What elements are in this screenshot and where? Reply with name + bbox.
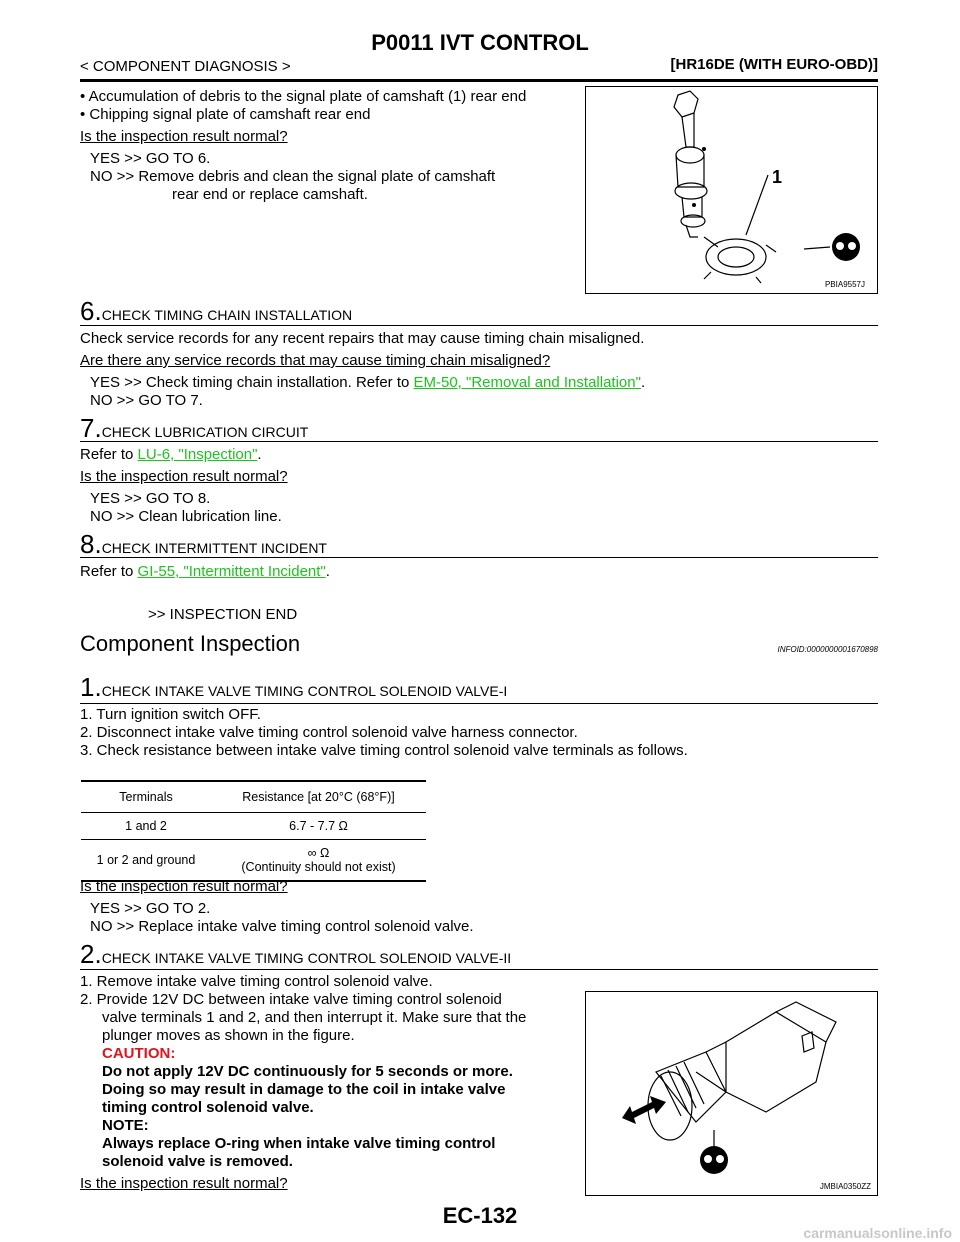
table-row xyxy=(81,813,426,839)
cstep-2-heading xyxy=(80,939,511,970)
note-label: NOTE: xyxy=(102,1117,149,1134)
solenoid-illustration xyxy=(586,992,877,1195)
component-heading: Component Inspection xyxy=(80,631,301,656)
cstep-1-question: Is the inspection result normal? xyxy=(80,878,288,895)
view-symbol-icon xyxy=(700,1146,728,1174)
bullet-1: • Accumulation of debris to the signal plate of camshaft (1) rear end xyxy=(80,88,527,105)
note-line1: Always replace O-ring when intake valve timing control xyxy=(102,1135,496,1152)
lu-6-link[interactable]: LU-6, "Inspection" xyxy=(137,446,258,463)
table-header-resistance: Resistance [at 20°C (68°F)] xyxy=(242,790,395,804)
step-8-refer-text: Refer to xyxy=(80,563,138,580)
section-label-right: [HR16DE (WITH EURO-OBD)] xyxy=(670,56,878,73)
row-2-terminals: 1 or 2 and ground xyxy=(96,853,196,867)
step-6-yes-suffix: . xyxy=(640,374,646,391)
row-1-resistance: 6.7 - 7.7 Ω xyxy=(289,819,348,833)
info-id: INFOID:0000000001670898 xyxy=(777,645,878,654)
cstep-1-no: NO >> Replace intake valve timing control solenoid valve. xyxy=(90,918,474,935)
step-6-title: CHECK TIMING CHAIN INSTALLATION xyxy=(101,307,353,323)
step-8-heading xyxy=(80,529,327,560)
view-symbol-icon xyxy=(832,233,860,261)
header-rule xyxy=(80,79,878,82)
resistance-table xyxy=(81,780,426,882)
step-7-refer xyxy=(80,446,262,464)
step-6-no: NO >> GO TO 7. xyxy=(90,392,203,409)
em-50-link[interactable]: EM-50, "Removal and Installation" xyxy=(413,374,641,391)
step-6-heading xyxy=(80,296,352,327)
cstep-2-question: Is the inspection result normal? xyxy=(80,1175,288,1192)
bullet-2: • Chipping signal plate of camshaft rear end xyxy=(80,106,371,123)
cstep-1-heading xyxy=(80,672,507,703)
watermark: carmanualsonline.info xyxy=(803,1225,952,1241)
cstep-2-item-2-line1: 2. Provide 12V DC between intake valve timing control solenoid xyxy=(80,991,502,1008)
step-8-refer xyxy=(80,563,330,581)
cstep-1-item-2: 2. Disconnect intake valve timing control solenoid valve harness connector. xyxy=(80,724,578,741)
step-7-refer-suffix: . xyxy=(257,446,262,463)
step-6-yes xyxy=(90,374,645,392)
yes-top: YES >> GO TO 6. xyxy=(90,150,211,167)
no-top-line2: rear end or replace camshaft. xyxy=(172,186,368,203)
caution-label: CAUTION: xyxy=(102,1045,176,1062)
cstep-1-yes: YES >> GO TO 2. xyxy=(90,900,211,917)
cstep-2-item-2-line3: plunger moves as shown in the figure. xyxy=(102,1027,355,1044)
caution-line2: Doing so may result in damage to the coil in intake valve xyxy=(102,1081,506,1098)
cstep-2-number: 2. xyxy=(80,939,102,969)
section-label-left: < COMPONENT DIAGNOSIS > xyxy=(80,58,291,75)
step-7-question: Is the inspection result normal? xyxy=(80,468,288,485)
cstep-2-item-2-line2: valve terminals 1 and 2, and then interrupt it. Make sure that the xyxy=(102,1009,527,1026)
note-line2: solenoid valve is removed. xyxy=(102,1153,293,1170)
step-8-refer-suffix: . xyxy=(325,563,330,580)
cstep-1-rule xyxy=(80,703,878,704)
step-7-refer-text: Refer to xyxy=(80,446,138,463)
step-6-text: Check service records for any recent repairs that may cause timing chain misaligned. xyxy=(80,330,645,347)
gi-55-link[interactable]: GI-55, "Intermittent Incident" xyxy=(137,563,326,580)
cstep-2-title: CHECK INTAKE VALVE TIMING CONTROL SOLENOID VALVE-II xyxy=(101,950,512,966)
row-1-terminals: 1 and 2 xyxy=(125,819,167,833)
cstep-1-item-3: 3. Check resistance between intake valve timing control solenoid valve terminals as follows. xyxy=(80,742,688,759)
camshaft-figure xyxy=(585,86,878,294)
question-top: Is the inspection result normal? xyxy=(80,128,288,145)
step-7-number: 7. xyxy=(80,413,102,443)
no-top-line1: NO >> Remove debris and clean the signal plate of camshaft xyxy=(90,168,496,185)
step-6-yes-text: YES >> Check timing chain installation. Refer to xyxy=(90,374,414,391)
step-7-heading xyxy=(80,413,308,444)
caution-line1: Do not apply 12V DC continuously for 5 seconds or more. xyxy=(102,1063,513,1080)
step-6-rule xyxy=(80,325,878,326)
step-8-end: >> INSPECTION END xyxy=(148,606,298,623)
solenoid-figure xyxy=(585,991,878,1196)
cstep-1-title: CHECK INTAKE VALVE TIMING CONTROL SOLENOID VALVE-I xyxy=(101,683,508,699)
table-row xyxy=(81,840,426,880)
cstep-1-number: 1. xyxy=(80,672,102,702)
step-7-rule xyxy=(80,441,878,442)
step-8-title: CHECK INTERMITTENT INCIDENT xyxy=(101,540,327,556)
cstep-1-item-1: 1. Turn ignition switch OFF. xyxy=(80,706,261,723)
caution-line3: timing control solenoid valve. xyxy=(102,1099,314,1116)
cstep-2-rule xyxy=(80,969,878,970)
row-2-resistance-line1: ∞ Ω xyxy=(307,846,330,860)
step-8-rule xyxy=(80,557,878,558)
step-7-no: NO >> Clean lubrication line. xyxy=(90,508,282,525)
row-2-resistance xyxy=(211,840,426,880)
page-number: EC-132 xyxy=(442,1203,518,1228)
figure-id-1: PBIA9557J xyxy=(824,280,865,289)
page-title: P0011 IVT CONTROL xyxy=(371,30,589,55)
step-7-title: CHECK LUBRICATION CIRCUIT xyxy=(101,424,309,440)
camshaft-illustration xyxy=(586,87,877,293)
row-2-resistance-line2: (Continuity should not exist) xyxy=(241,860,396,874)
step-8-number: 8. xyxy=(80,529,102,559)
step-6-number: 6. xyxy=(80,296,102,326)
table-header-terminals: Terminals xyxy=(119,790,173,804)
figure-id-2: JMBIA0350ZZ xyxy=(819,1182,871,1191)
cstep-2-item-1: 1. Remove intake valve timing control solenoid valve. xyxy=(80,973,433,990)
step-6-question: Are there any service records that may cause timing chain misaligned? xyxy=(80,352,551,369)
plunger-arrow-icon xyxy=(622,1096,666,1124)
step-7-yes: YES >> GO TO 8. xyxy=(90,490,211,507)
callout-1: 1 xyxy=(772,167,783,187)
